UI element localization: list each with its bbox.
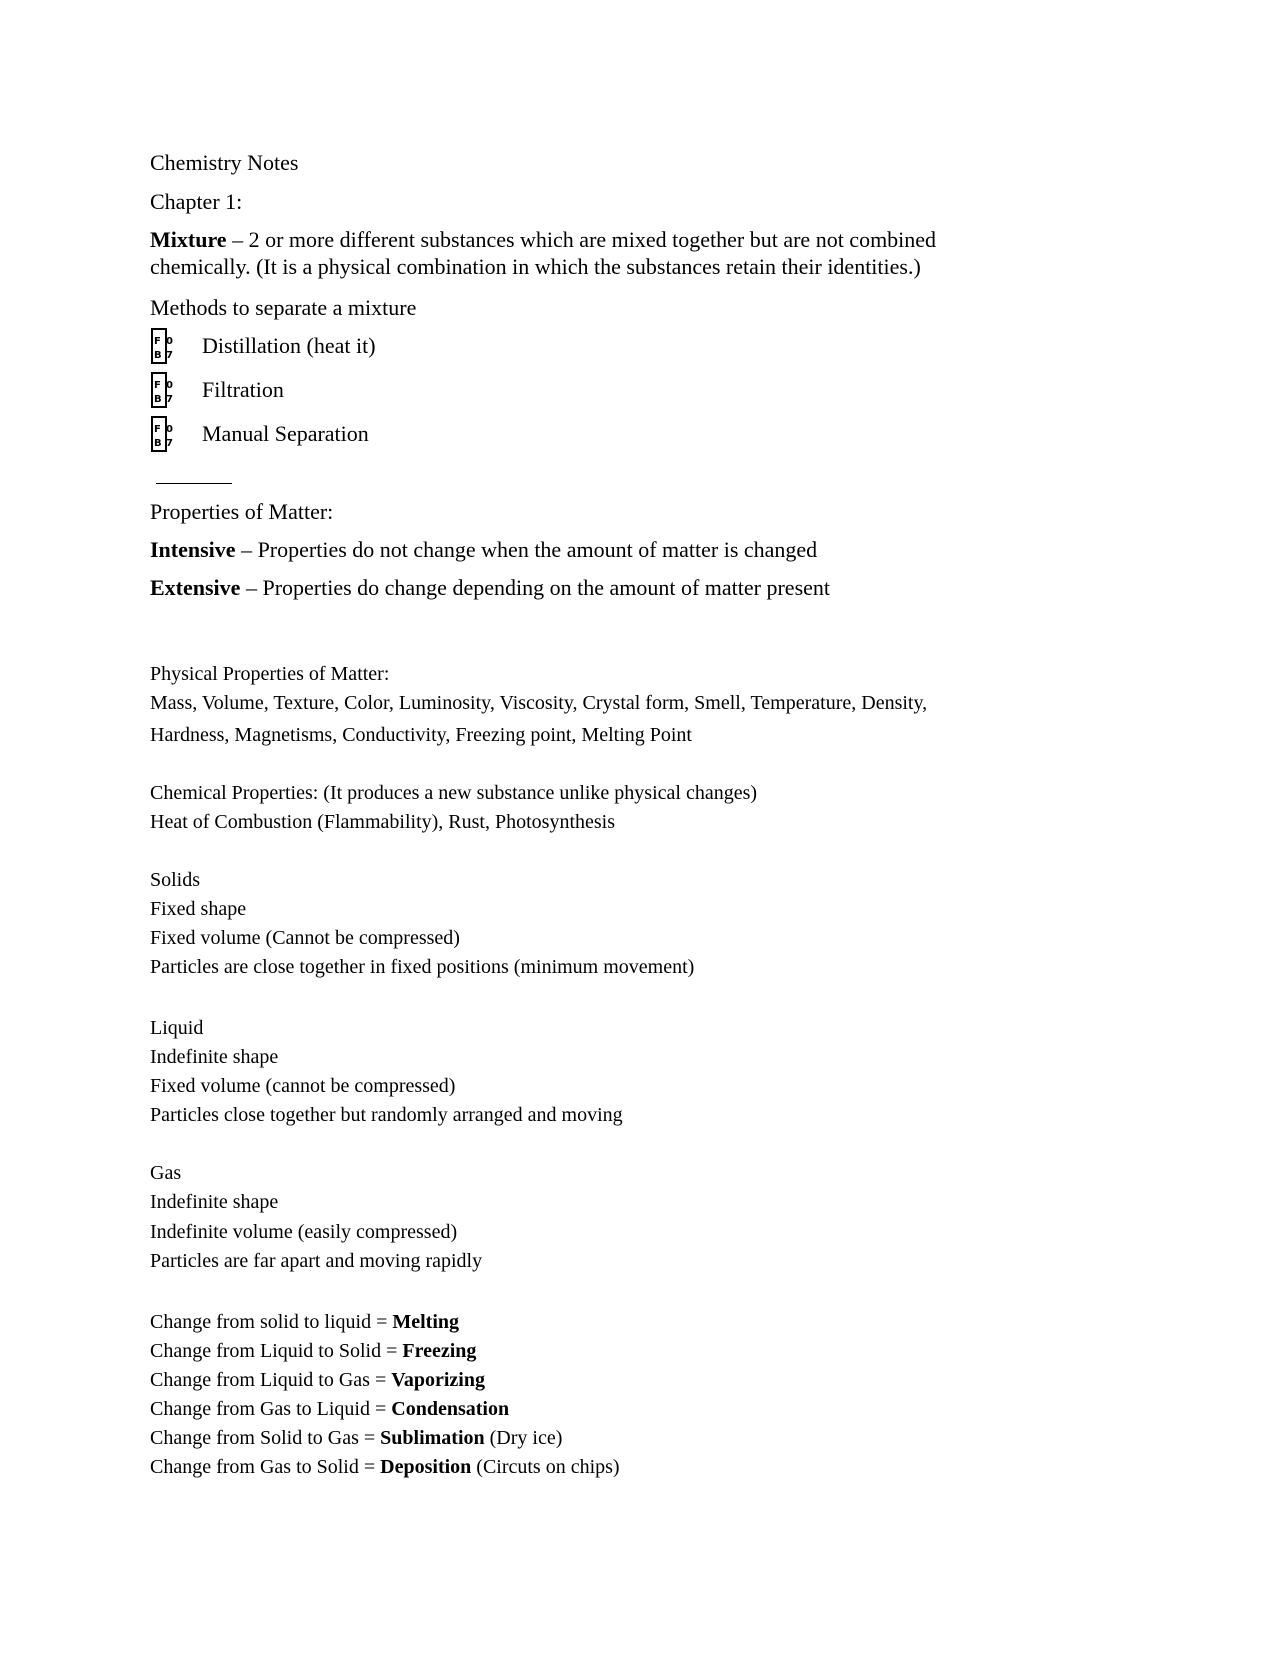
- properties-heading: Properties of Matter:: [150, 499, 334, 524]
- solids-line: Fixed shape: [150, 898, 247, 920]
- svg-text:0: 0: [166, 380, 173, 391]
- method-item-filtration: Filtration: [202, 377, 284, 402]
- extensive-term: Extensive: [150, 575, 241, 600]
- svg-text:F: F: [154, 380, 161, 391]
- chemical-properties-line1: Heat of Combustion (Flammability), Rust, Photosynthesis: [150, 811, 615, 833]
- svg-text:B: B: [154, 438, 162, 449]
- phase-change-line: [150, 1310, 459, 1334]
- solids-heading: Solids: [150, 869, 201, 891]
- svg-text:0: 0: [166, 424, 173, 435]
- phase-change-prefix: Change from Liquid to Solid =: [150, 1340, 403, 1362]
- phase-change-prefix: Change from Liquid to Gas =: [150, 1369, 392, 1391]
- missing-glyph-icon: [150, 416, 174, 452]
- phase-change-term: Vaporizing: [391, 1369, 485, 1391]
- phase-change-prefix: Change from Gas to Solid =: [150, 1456, 381, 1478]
- gas-line: Particles are far apart and moving rapidly: [150, 1250, 483, 1272]
- phase-change-line: [150, 1455, 620, 1479]
- liquid-line: Indefinite shape: [150, 1046, 279, 1068]
- phase-change-suffix: (Circuts on chips): [471, 1456, 620, 1478]
- physical-properties-line2: Hardness, Magnetisms, Conductivity, Freezing point, Melting Point: [150, 724, 692, 746]
- mixture-term: Mixture: [150, 227, 227, 252]
- phase-change-term: Deposition: [380, 1456, 472, 1478]
- divider: [156, 483, 232, 484]
- phase-change-term: Condensation: [391, 1398, 510, 1420]
- chemical-properties-heading: Chemical Properties: (It produces a new substance unlike physical changes): [150, 782, 758, 804]
- phase-change-prefix: Change from solid to liquid =: [150, 1311, 393, 1333]
- svg-text:B: B: [154, 350, 162, 361]
- extensive-definition-text: – Properties do change depending on the amount of matter present: [240, 575, 831, 600]
- phase-change-term: Melting: [392, 1311, 460, 1333]
- methods-heading: Methods to separate a mixture: [150, 295, 417, 320]
- phase-change-line: [150, 1397, 509, 1421]
- svg-text:B: B: [154, 394, 162, 405]
- svg-text:7: 7: [166, 394, 173, 405]
- intensive-definition-text: – Properties do not change when the amount of matter is changed: [235, 537, 818, 562]
- mixture-definition-text: – 2 or more different substances which are mixed together but are not combined: [226, 227, 937, 252]
- svg-text:7: 7: [166, 350, 173, 361]
- phase-change-line: [150, 1339, 476, 1363]
- extensive-definition: [150, 575, 830, 601]
- phase-change-line: [150, 1426, 562, 1450]
- method-item-manual-separation: Manual Separation: [202, 421, 369, 446]
- svg-text:F: F: [154, 336, 161, 347]
- chapter-heading: Chapter 1:: [150, 189, 243, 214]
- solids-line: Fixed volume (Cannot be compressed): [150, 927, 460, 949]
- document-title: Chemistry Notes: [150, 150, 299, 175]
- missing-glyph-icon: [150, 372, 174, 408]
- mixture-definition-line1: [150, 227, 936, 253]
- liquid-line: Particles close together but randomly arranged and moving: [150, 1104, 623, 1126]
- phase-change-prefix: Change from Solid to Gas =: [150, 1427, 381, 1449]
- svg-text:F: F: [154, 424, 161, 435]
- intensive-definition: [150, 537, 817, 563]
- gas-heading: Gas: [150, 1162, 182, 1184]
- physical-properties-line1: Mass, Volume, Texture, Color, Luminosity, Viscosity, Crystal form, Smell, Temperature, Density,: [150, 692, 928, 714]
- mixture-definition-line2: chemically. (It is a physical combination in which the substances retain their identities.): [150, 254, 921, 279]
- liquid-line: Fixed volume (cannot be compressed): [150, 1075, 456, 1097]
- gas-line: Indefinite shape: [150, 1191, 279, 1213]
- phase-change-line: [150, 1368, 485, 1392]
- missing-glyph-icon: [150, 328, 174, 364]
- solids-line: Particles are close together in fixed positions (minimum movement): [150, 956, 695, 978]
- phase-change-term: Freezing: [402, 1340, 477, 1362]
- svg-text:7: 7: [166, 438, 173, 449]
- phase-change-prefix: Change from Gas to Liquid =: [150, 1398, 392, 1420]
- svg-text:0: 0: [166, 336, 173, 347]
- phase-change-term: Sublimation: [380, 1427, 485, 1449]
- phase-change-suffix: (Dry ice): [484, 1427, 563, 1449]
- physical-properties-heading: Physical Properties of Matter:: [150, 663, 390, 685]
- method-item-distillation: Distillation (heat it): [202, 333, 376, 358]
- intensive-term: Intensive: [150, 537, 236, 562]
- gas-line: Indefinite volume (easily compressed): [150, 1221, 458, 1243]
- liquid-heading: Liquid: [150, 1017, 204, 1039]
